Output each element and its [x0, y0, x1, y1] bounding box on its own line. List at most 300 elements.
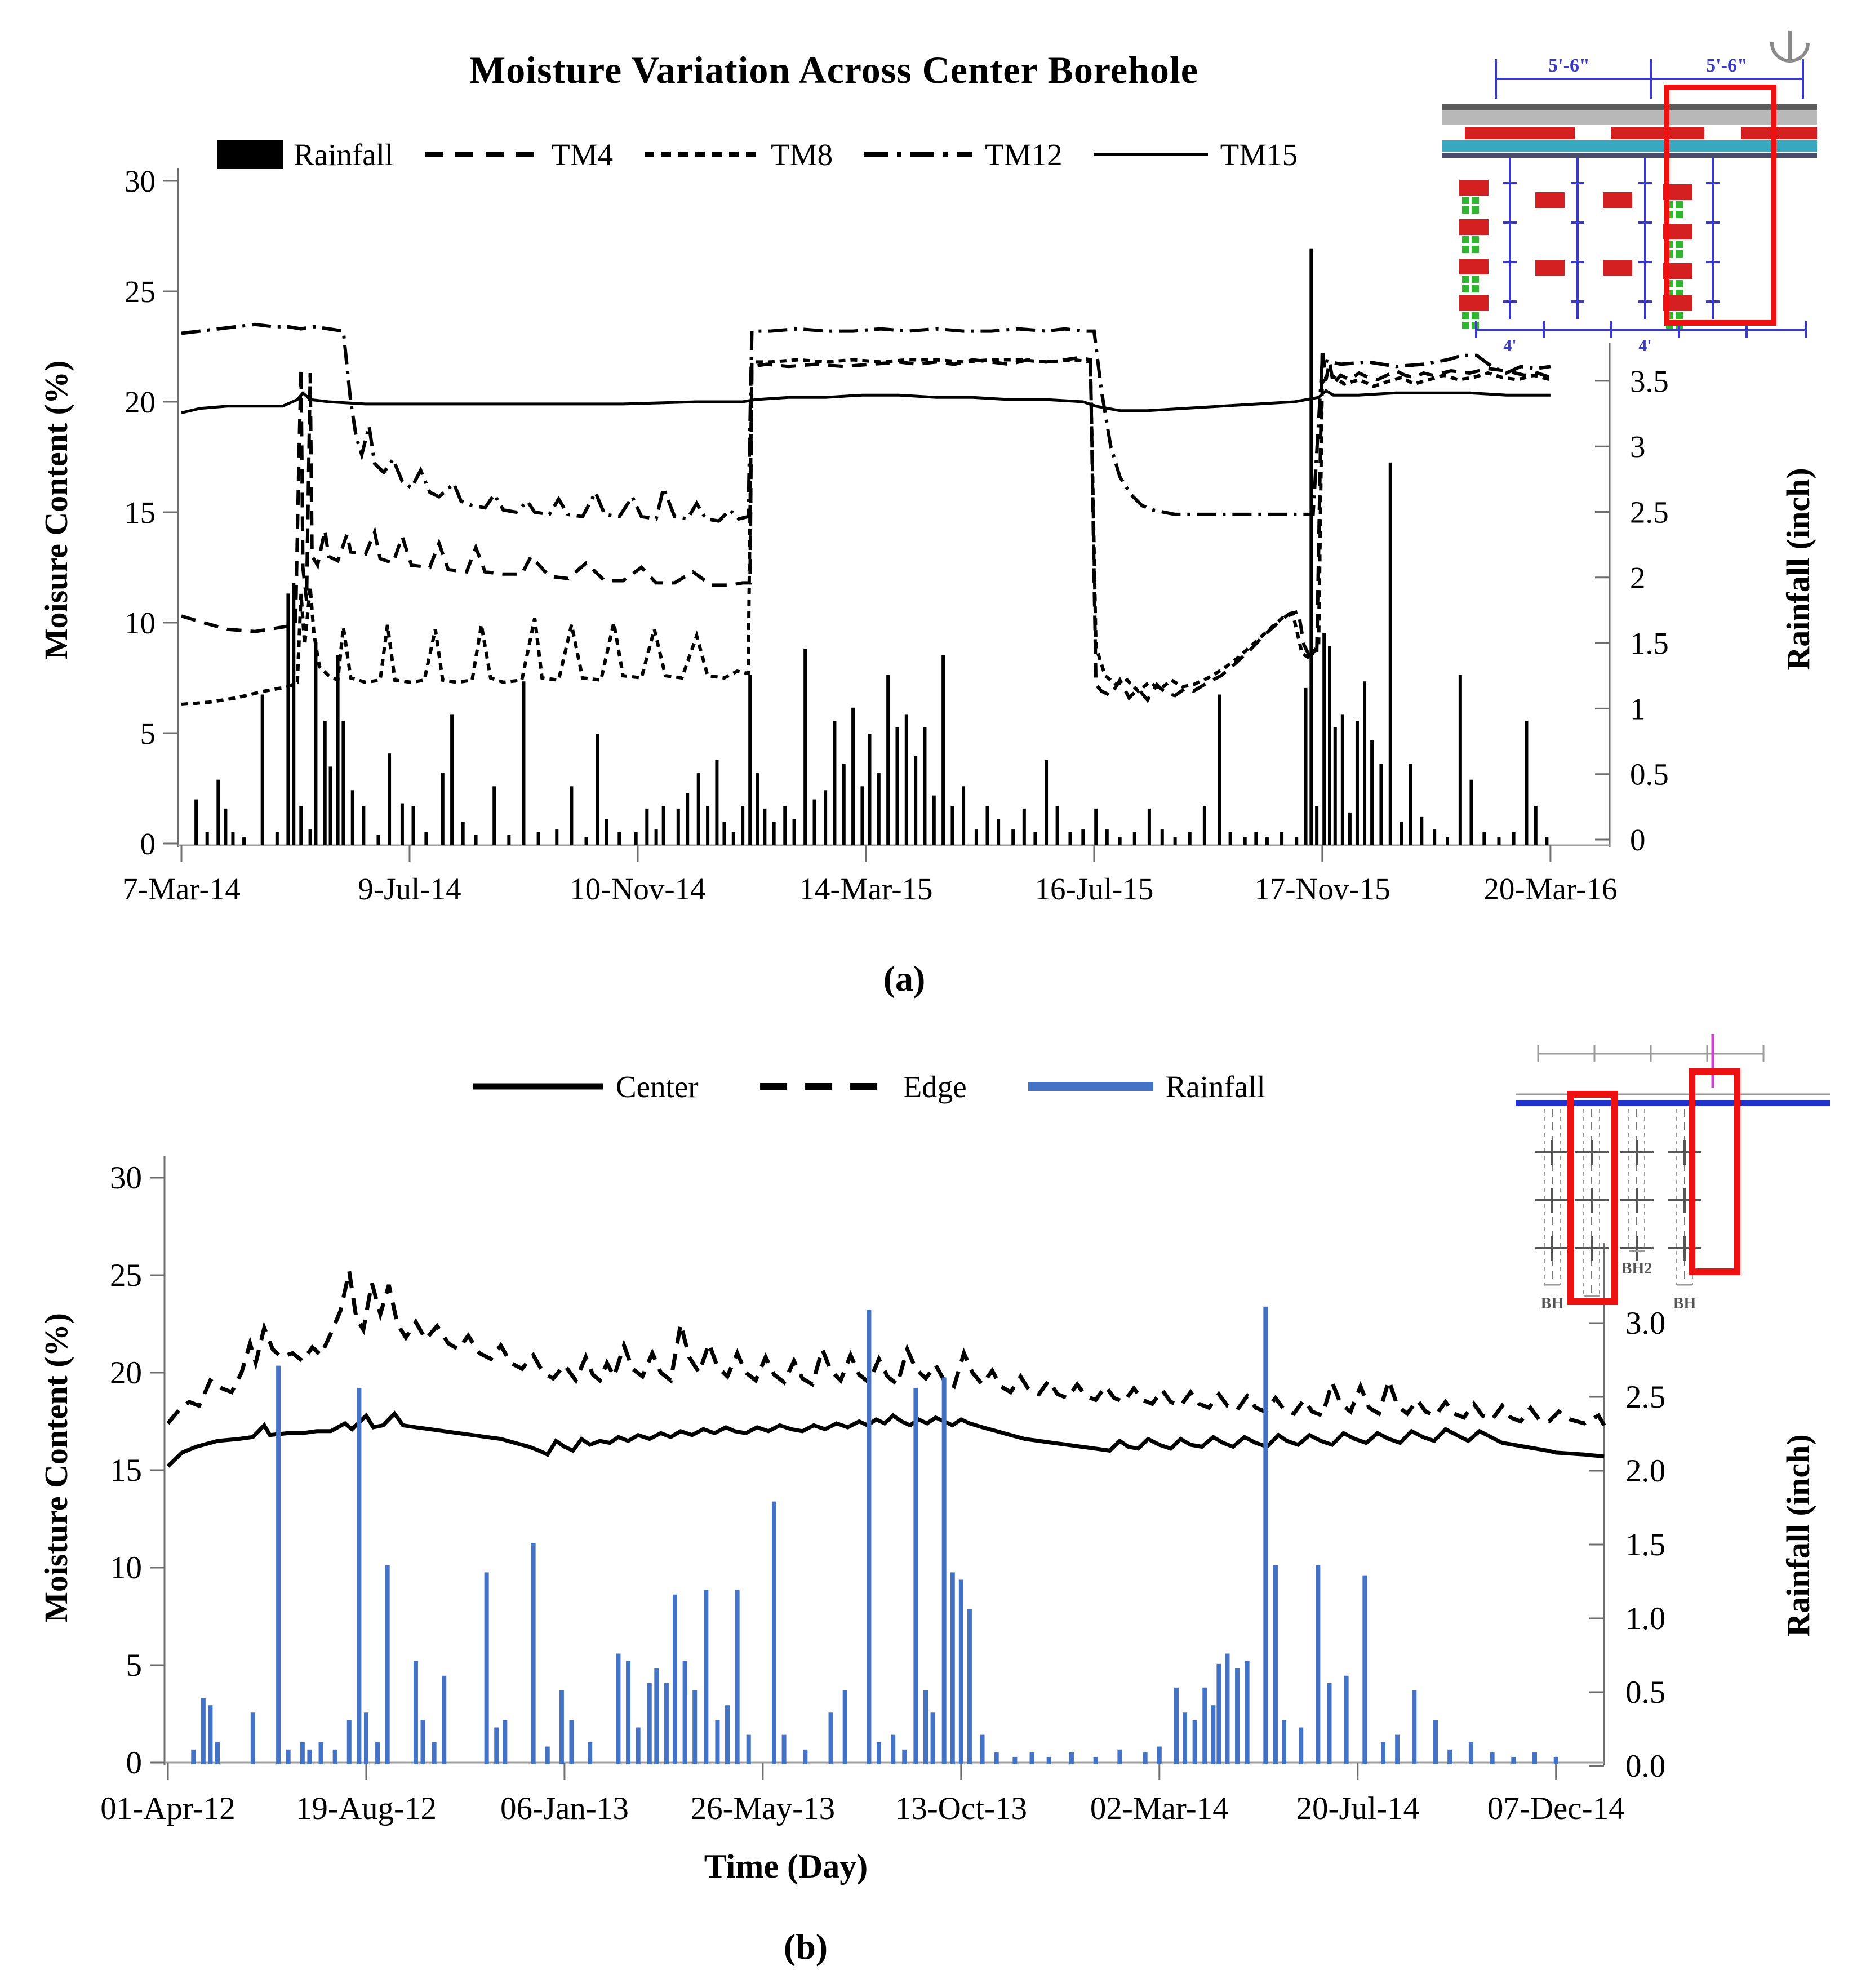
rain-bar	[655, 829, 658, 845]
rain-bar	[735, 1590, 740, 1764]
x-tick-label: 26-May-13	[690, 1791, 836, 1826]
y-right-tick-label: 2	[1630, 560, 1646, 595]
rain-bar	[1482, 832, 1486, 845]
rain-bar	[1420, 816, 1423, 845]
caption-b: (b)	[783, 1927, 828, 1967]
x-tick-label: 01-Apr-12	[100, 1791, 236, 1826]
rain-bar	[833, 721, 836, 845]
rain-bar	[725, 1705, 730, 1764]
svg-text:5'-6": 5'-6"	[1548, 55, 1590, 76]
y-right-tick-label: 1.5	[1630, 626, 1669, 661]
rain-bar	[829, 1712, 833, 1764]
rain-bar	[616, 1654, 620, 1765]
rain-bar	[1412, 1690, 1416, 1764]
rain-bar	[555, 829, 558, 845]
rain-bar	[191, 1750, 196, 1764]
rain-bar	[994, 1752, 999, 1764]
legend-item-tm12	[862, 136, 1063, 172]
rain-bar	[803, 1750, 807, 1764]
legend-item-rainfall	[217, 136, 393, 172]
rain-bar	[347, 1720, 352, 1764]
x-tick-label: 20-Mar-16	[1483, 872, 1618, 906]
rain-bar	[1265, 837, 1269, 845]
y-left-tick-label: 15	[125, 495, 156, 530]
rain-bar	[1322, 633, 1326, 845]
rain-bar	[1245, 1661, 1250, 1764]
rain-bar	[1202, 1688, 1207, 1764]
x-tick-label: 10-Nov-14	[570, 872, 706, 906]
rain-bar	[442, 1676, 446, 1764]
svg-text:BH: BH	[1540, 1295, 1564, 1312]
y-right-tick-label: 1.0	[1625, 1601, 1666, 1636]
svg-text:5'-6": 5'-6"	[1706, 55, 1748, 76]
rain-bar	[1341, 714, 1344, 845]
rain-bar	[1315, 806, 1318, 845]
rain-bar	[692, 1690, 697, 1764]
y-left-tick-label: 30	[125, 164, 156, 198]
x-tick-label: 19-Aug-12	[295, 1791, 437, 1826]
rain-bar	[242, 837, 246, 845]
rain-bar	[1469, 1742, 1473, 1764]
rain-bar	[1047, 1757, 1051, 1764]
rain-bar	[1225, 1654, 1229, 1765]
chart-b-xaxis-title: Time (Day)	[704, 1848, 868, 1885]
x-tick-label: 20-Jul-14	[1296, 1791, 1420, 1826]
chart-a-yleft-title: Moisure Content (%)	[38, 360, 74, 660]
rain-bar	[531, 1543, 536, 1764]
rain-bar	[704, 1590, 708, 1764]
y-left-tick-label: 25	[110, 1258, 142, 1293]
rain-bar	[351, 790, 354, 845]
x-tick-label: 9-Jul-14	[358, 872, 461, 906]
rain-bar	[1056, 806, 1059, 845]
rain-bar	[336, 655, 340, 845]
legend-swatch-tm15	[1092, 136, 1210, 172]
rain-bar	[208, 1705, 212, 1764]
rain-bar	[1094, 1757, 1098, 1764]
rain-bar	[686, 793, 689, 845]
chart-a-plot	[122, 164, 1669, 906]
rain-bar	[1389, 463, 1392, 845]
rain-bar	[673, 1595, 677, 1764]
rain-bar	[251, 1712, 255, 1764]
rain-bar	[314, 642, 317, 845]
rain-bar	[385, 1565, 390, 1764]
rain-bar	[1356, 721, 1359, 845]
x-tick-label: 06-Jan-13	[500, 1791, 629, 1826]
rain-bar	[1183, 1712, 1187, 1764]
y-right-tick-label: 2.0	[1625, 1453, 1666, 1489]
rain-bar	[1459, 675, 1462, 845]
x-tick-label: 7-Mar-14	[122, 872, 241, 906]
rain-bar	[942, 1378, 947, 1764]
rain-bar	[782, 1735, 787, 1764]
rain-bar	[1157, 1747, 1162, 1764]
svg-text:4': 4'	[1503, 336, 1517, 355]
rain-bar	[997, 819, 1000, 845]
rain-bar	[1235, 1668, 1240, 1764]
y-right-tick-label: 2.5	[1630, 495, 1669, 530]
legend-swatch-edge	[758, 1068, 893, 1104]
rain-bar	[1174, 837, 1177, 845]
rain-bar	[1161, 829, 1164, 845]
rain-bar	[261, 695, 264, 845]
y-right-tick-label: 0.0	[1625, 1749, 1666, 1784]
rain-bar	[1295, 837, 1298, 845]
x-tick-label: 07-Dec-14	[1487, 1791, 1625, 1826]
y-right-tick-label: 0.5	[1625, 1675, 1666, 1710]
y-right-tick-label: 1	[1630, 691, 1646, 726]
x-tick-label: 02-Mar-14	[1090, 1791, 1229, 1826]
rain-bar	[877, 773, 881, 845]
rain-bar	[1327, 1683, 1331, 1764]
y-left-tick-label: 25	[125, 274, 156, 309]
rain-bar	[605, 819, 608, 845]
rain-bar	[1545, 837, 1548, 845]
chart-a-yright-title: Rainfall (inch)	[1780, 468, 1816, 671]
rainfall-bars	[191, 1307, 1558, 1764]
rain-bar	[450, 714, 454, 845]
rain-bar	[224, 809, 227, 845]
chart-a-legend	[217, 136, 1490, 172]
rain-bar	[645, 809, 648, 845]
rain-bar	[432, 1742, 437, 1764]
rain-bar	[1081, 829, 1085, 845]
rain-bar	[1012, 1757, 1017, 1764]
rain-bar	[1282, 1720, 1286, 1764]
rain-bar	[1030, 1752, 1034, 1764]
rain-bar	[793, 819, 796, 845]
chart-b-plot	[100, 1156, 1665, 1826]
chart-b-legend	[470, 1068, 1372, 1104]
legend-item-edge	[758, 1068, 967, 1104]
rain-bar	[1490, 1752, 1495, 1764]
rain-bar	[1033, 832, 1037, 845]
rain-bar	[634, 832, 638, 845]
legend-label: TM12	[985, 137, 1063, 172]
legend-item-center	[470, 1068, 699, 1104]
y-left-tick-label: 0	[126, 1745, 142, 1781]
rain-bar	[905, 714, 908, 845]
rain-bar	[813, 800, 816, 845]
rain-bar	[697, 773, 700, 845]
y-left-tick-label: 0	[140, 827, 156, 861]
rain-bar	[1344, 1676, 1349, 1764]
rain-bar	[1381, 1742, 1385, 1764]
rain-bar	[286, 1750, 291, 1764]
svg-text:4': 4'	[1638, 336, 1652, 355]
rain-bar	[842, 764, 846, 845]
legend-swatch-tm12	[862, 136, 975, 172]
rain-bar	[748, 675, 752, 845]
rain-bar	[1395, 1735, 1400, 1764]
rain-bar	[886, 675, 890, 845]
rain-bar	[357, 1388, 361, 1764]
rain-bar	[647, 1683, 652, 1764]
rain-bar	[364, 1712, 368, 1764]
legend-swatch-tm8	[642, 136, 761, 172]
y-right-tick-label: 3	[1630, 429, 1646, 464]
rain-bar	[412, 806, 415, 845]
rain-bar	[1263, 1307, 1268, 1764]
rain-bar	[756, 773, 759, 845]
rain-bar	[914, 756, 917, 845]
rain-bar	[1273, 1565, 1278, 1764]
rain-bar	[494, 1728, 499, 1765]
x-tick-label: 17-Nov-15	[1254, 872, 1390, 906]
rain-bar	[783, 806, 787, 845]
x-tick-label: 14-Mar-15	[799, 872, 933, 906]
legend-swatch-rainfall	[217, 136, 283, 172]
rain-bar	[596, 734, 599, 845]
rain-bar	[1045, 760, 1048, 845]
inset-diagram-a	[1442, 31, 1817, 355]
rain-bar	[1304, 688, 1308, 845]
rain-bar	[559, 1690, 564, 1764]
rain-bar	[492, 786, 496, 845]
y-left-tick-label: 20	[110, 1355, 142, 1391]
rain-bar	[1334, 727, 1337, 845]
legend-label: Edge	[903, 1069, 967, 1104]
legend-item-tm8	[642, 136, 833, 172]
rain-bar	[307, 1750, 312, 1764]
tm4-series	[181, 349, 1551, 700]
rain-bar	[772, 1502, 776, 1764]
rain-bar	[895, 727, 899, 845]
y-left-tick-label: 30	[110, 1160, 142, 1196]
legend-item-rainfall	[1026, 1068, 1265, 1104]
rain-bar	[474, 835, 478, 845]
rain-bar	[1068, 832, 1072, 845]
y-right-tick-label: 2.5	[1625, 1379, 1666, 1415]
chart-b-yleft-title: Moisture Content (%)	[38, 1313, 74, 1623]
y-left-tick-label: 5	[126, 1648, 142, 1683]
rain-bar	[201, 1698, 206, 1764]
rain-bar	[414, 1661, 418, 1764]
rain-bar	[1105, 829, 1109, 845]
rain-bar	[747, 1735, 751, 1764]
rain-bar	[867, 1310, 871, 1764]
rain-bar	[1534, 806, 1538, 845]
legend-swatch-tm4	[423, 136, 541, 172]
rain-bar	[329, 766, 332, 845]
rain-bar	[421, 1720, 425, 1764]
rain-bar	[1229, 832, 1232, 845]
x-tick-label: 16-Jul-15	[1034, 872, 1154, 906]
legend-label: TM4	[551, 137, 614, 172]
x-tick-label: 13-Oct-13	[895, 1791, 1027, 1826]
rain-bar	[1409, 764, 1412, 845]
y-right-tick-label: 0	[1630, 823, 1646, 857]
rain-bar	[683, 1661, 687, 1764]
rain-bar	[1309, 249, 1313, 845]
rain-bar	[1370, 740, 1374, 845]
rain-bar	[1348, 813, 1352, 845]
legend-swatch-rainfall	[1026, 1068, 1156, 1104]
rain-bar	[194, 800, 198, 845]
rain-bar	[913, 1388, 918, 1764]
rain-bar	[1512, 832, 1516, 845]
rain-bar	[722, 822, 726, 845]
rain-bar	[231, 832, 234, 845]
rain-bar	[401, 804, 404, 845]
rain-bar	[522, 681, 525, 845]
rain-bar	[941, 655, 945, 845]
rain-bar	[276, 1366, 281, 1764]
rain-bar	[715, 1720, 719, 1764]
rain-bar	[1280, 832, 1283, 845]
rain-bar	[485, 1572, 489, 1764]
rain-bar	[950, 806, 954, 845]
rain-bar	[1188, 832, 1192, 845]
rain-bar	[206, 832, 209, 845]
rain-bar	[1299, 1728, 1303, 1765]
rain-bar	[1218, 695, 1221, 845]
rain-bar	[1362, 1576, 1367, 1764]
y-right-tick-label: 3.5	[1630, 363, 1669, 398]
rain-bar	[803, 649, 807, 845]
rain-bar	[300, 1742, 305, 1764]
rain-bar	[286, 593, 290, 845]
chart-a-title: Moisture Variation Across Center Borehole	[469, 48, 1198, 91]
y-left-tick-label: 20	[125, 385, 156, 419]
rain-bar	[950, 1572, 955, 1764]
tm15-series	[181, 390, 1551, 412]
rain-bar	[1193, 1720, 1197, 1764]
caption-a: (a)	[883, 958, 926, 999]
rain-bar	[376, 835, 380, 845]
rain-bar	[931, 1712, 935, 1764]
legend-label: Rainfall	[294, 137, 394, 172]
rain-bar	[772, 822, 776, 845]
rain-bar	[1497, 837, 1500, 845]
rain-bar	[824, 790, 827, 845]
rain-bar	[975, 829, 978, 845]
y-left-tick-label: 15	[110, 1453, 142, 1488]
rain-bar	[1400, 822, 1403, 845]
rain-bar	[617, 832, 621, 845]
rain-bar	[375, 1742, 380, 1764]
y-right-tick-label: 1.5	[1625, 1527, 1666, 1563]
rain-bar	[570, 786, 573, 845]
rain-bar	[1511, 1757, 1516, 1764]
rain-bar	[741, 806, 744, 845]
rain-bar	[891, 1735, 895, 1764]
y-left-tick-label: 10	[125, 606, 156, 640]
rain-bar	[323, 721, 327, 845]
svg-text:BH2: BH2	[1621, 1260, 1652, 1277]
y-right-tick-label: 0.5	[1630, 757, 1669, 792]
center-series	[168, 1414, 1604, 1466]
legend-label: TM8	[771, 137, 833, 172]
rain-bar	[1433, 1720, 1438, 1764]
rain-bar	[851, 708, 855, 845]
rain-bar	[1133, 832, 1136, 845]
rain-bar	[588, 1742, 592, 1764]
y-right-tick-label: 3.0	[1625, 1306, 1666, 1341]
rain-bar	[1143, 1752, 1148, 1764]
rain-bar	[537, 832, 540, 845]
rain-bar	[1094, 809, 1098, 845]
rain-bar	[1118, 837, 1122, 845]
rain-bar	[1554, 1757, 1558, 1764]
pavement-surface	[1516, 1100, 1830, 1106]
rain-bar	[545, 1747, 550, 1764]
rain-bar	[1433, 829, 1436, 845]
rain-bar	[388, 753, 391, 845]
rain-bar	[636, 1728, 641, 1765]
rain-bar	[715, 760, 718, 845]
rain-bar	[959, 1580, 963, 1765]
rain-bar	[902, 1750, 907, 1764]
rain-bar	[215, 1742, 220, 1764]
legend-label: Rainfall	[1165, 1069, 1265, 1104]
rain-bar	[319, 1742, 323, 1764]
edge-series	[168, 1271, 1604, 1425]
rain-bar	[503, 1720, 507, 1764]
rain-bar	[507, 835, 510, 845]
rain-bar	[706, 806, 709, 845]
rain-bar	[362, 806, 365, 845]
rain-bar	[341, 721, 345, 845]
rain-bar	[1117, 1750, 1122, 1764]
legend-swatch-center	[470, 1068, 606, 1104]
rain-bar	[299, 806, 303, 845]
rain-bar	[877, 1742, 881, 1764]
rain-bar	[1069, 1752, 1074, 1764]
rain-bar	[843, 1690, 847, 1764]
rain-bar	[662, 806, 665, 845]
y-left-tick-label: 5	[140, 716, 156, 751]
rain-bar	[1203, 806, 1206, 845]
rain-bar	[932, 796, 936, 845]
rain-bar	[1363, 681, 1366, 845]
rain-bar	[967, 1609, 972, 1764]
rain-bar	[860, 786, 864, 845]
legend-item-tm4	[423, 136, 613, 172]
chart-b-yright-title: Rainfall (inch)	[1780, 1434, 1816, 1637]
rain-bar	[980, 1735, 985, 1764]
rain-bar	[1447, 1750, 1452, 1764]
rain-bar	[424, 832, 428, 845]
rain-bar	[923, 1690, 928, 1764]
rain-bar	[654, 1668, 659, 1764]
y-left-tick-label: 10	[110, 1550, 142, 1586]
rain-bar	[569, 1720, 574, 1764]
rain-bar	[986, 806, 989, 845]
legend-item-tm15	[1092, 136, 1298, 172]
rain-bar	[1446, 837, 1449, 845]
rain-bar	[923, 727, 926, 845]
rain-bar	[732, 832, 735, 845]
rain-bar	[1174, 1688, 1179, 1764]
rain-bar	[276, 832, 279, 845]
rain-bar	[1023, 809, 1026, 845]
legend-label: Center	[616, 1069, 699, 1104]
rain-bar	[1525, 721, 1528, 845]
rain-bar	[441, 773, 445, 845]
rain-bar	[664, 1683, 669, 1764]
rain-bar	[1316, 1565, 1320, 1764]
rain-bar	[585, 837, 588, 845]
rain-bar	[1216, 1664, 1221, 1764]
legend-label: TM15	[1220, 137, 1298, 172]
rain-bar	[962, 786, 965, 845]
rain-bar	[626, 1661, 630, 1764]
rain-bar	[1211, 1705, 1215, 1764]
rain-bar	[292, 583, 295, 845]
rain-bar	[309, 829, 312, 845]
